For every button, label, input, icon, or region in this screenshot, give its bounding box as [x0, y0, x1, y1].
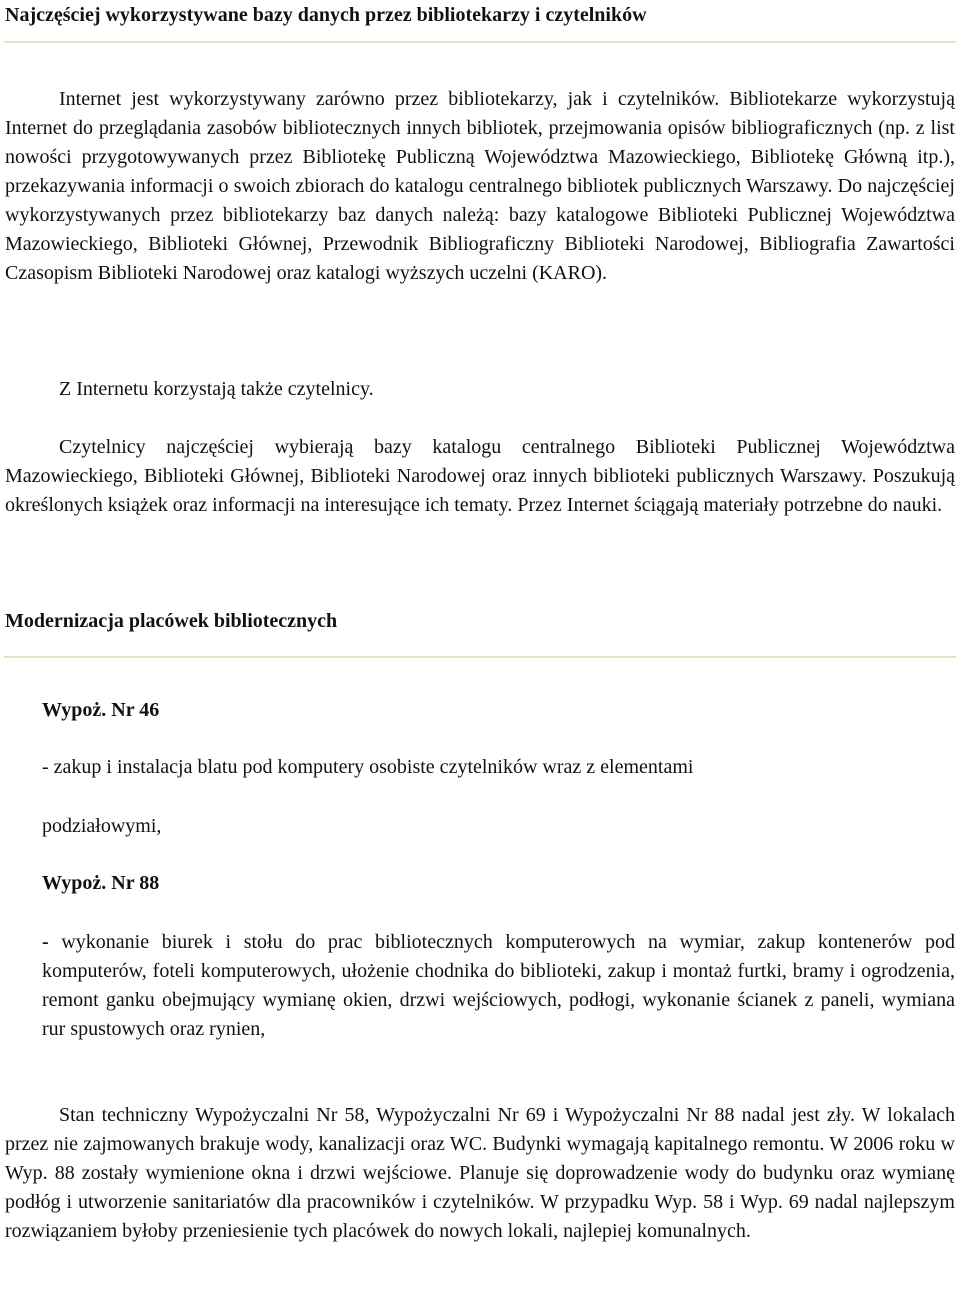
section-heading-modernization: Modernizacja placówek bibliotecznych [5, 610, 338, 632]
paragraph-readers-choices: Czytelnicy najczęściej wybierają bazy katalogu centralnego Biblioteki Publicznej Województwa Mazowieckiego, Biblioteki Głównej, Biblioteki Narodowej oraz innych biblioteki publicznych Warszawy. Poszukują określonych książek oraz informacji na interesujące ich tematy. Przez Internet ściągają materiały potrzebne do nauki. [5, 436, 955, 516]
paragraph-readers-use: Z Internetu korzystają także czytelnicy. [59, 378, 374, 400]
section-heading-databases: Najczęściej wykorzystywane bazy danych przez bibliotekarzy i czytelników [5, 4, 647, 26]
paragraph-technical-condition: Stan techniczny Wypożyczalni Nr 58, Wypożyczalni Nr 69 i Wypożyczalni Nr 88 nadal jest zły. W lokalach przez nie zajmowanych brakuje wody, kanalizacji oraz WC. Budynki wymagają kapitalnego remontu. W 2006 roku w Wyp. 88 zostały wymienione okna i drzwi wejściowe. Planuje się doprowadzenie wody do budynku oraz wymianę podłóg i utworzenie sanitariatów dla pracowników i czytelników. W przypadku Wyp. 58 i Wyp. 69 nadal najlepszym rozwiązaniem byłoby przeniesienie tych placówek do nowych lokali, najlepiej komunalnych. [5, 1104, 955, 1242]
paragraph-internet-usage: Internet jest wykorzystywany zarówno przez bibliotekarzy, jak i czytelników. Bibliotekarze wykorzystują Internet do przeglądania zasobów bibliotecznych innych bibliotek, przejmowania opisów bibliograficznych (np. z list nowości przygotowywanych przez Bibliotekę Publiczną Województwa Mazowieckiego, Bibliotekę Główną itp.), przekazywania informacji o swoich zbiorach do katalogu centralnego bibliotek publicznych Warszawy. Do najczęściej wykorzystywanych przez bibliotekarzy baz danych należą: bazy katalogowe Biblioteki Publicznej Województwa Mazowieckiego, Biblioteki Głównej, Przewodnik Bibliograficzny Biblioteki Narodowej, Bibliografia Zawartości Czasopism Biblioteki Narodowej oraz katalogi wyższych uczelni (KARO). [5, 88, 955, 284]
branch-88-item [42, 928, 955, 1044]
branch-88-item-text: wykonanie biurek i stołu do prac bibliotecznych komputerowych na wymiar, zakup kontenerów pod komputerów, foteli komputerowych, ułożenie chodnika do biblioteki, zakup i montaż furtki, bramy i ogrodzenia, remont ganku obejmujący wymianę okien, drzwi wejściowych, podłogi, wykonanie ścianek z paneli, wymiana rur spustowych oraz rynien, [42, 931, 955, 1040]
heading-divider [4, 41, 956, 43]
branch-title-46: Wypoż. Nr 46 [42, 699, 160, 721]
list-dash: - [42, 931, 49, 953]
branch-46-item-line1: - zakup i instalacja blatu pod komputery osobiste czytelników wraz z elementami [42, 756, 694, 778]
branch-title-88: Wypoż. Nr 88 [42, 872, 160, 894]
heading-divider-2 [4, 656, 956, 658]
branch-46-item-line2: podziałowymi, [42, 815, 162, 837]
